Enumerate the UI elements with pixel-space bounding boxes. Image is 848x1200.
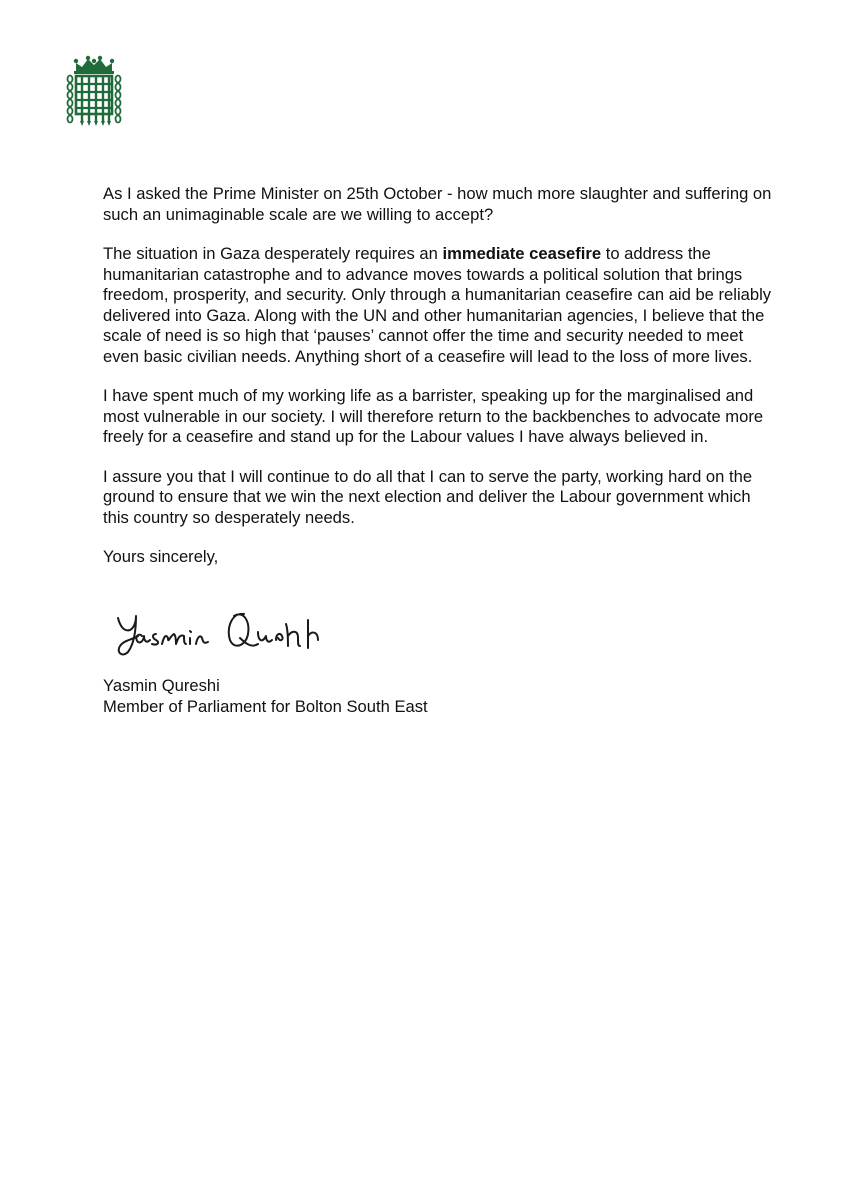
paragraph-2-emphasis: immediate ceasefire bbox=[442, 244, 602, 263]
paragraph-2-start: The situation in Gaza desperately requires an bbox=[103, 244, 443, 263]
signer-name: Yasmin Qureshi bbox=[103, 676, 220, 695]
signer-title: Member of Parliament for Bolton South East bbox=[103, 696, 428, 716]
handwritten-signature bbox=[112, 600, 342, 668]
portcullis-crest-icon bbox=[62, 55, 126, 131]
paragraph-1: As I asked the Prime Minister on 25th October - how much more slaughter and suffering on such an unimaginable scale are we willing to accept? bbox=[103, 184, 772, 224]
signer-block bbox=[103, 676, 428, 717]
closing-salutation: Yours sincerely, bbox=[103, 547, 219, 566]
paragraph-2-end: to address the humanitarian catastrophe and to advance moves towards a political solution that brings freedom, prosperity, and security. Only through a humanitarian ceasefire can aid be reliably delivered into Gaza. Along with the UN and other humanitarian agencies, I believe that the scale of need is so high that ‘pauses’ cannot offer the time and security needed to meet even basic civilian needs. Anything short of a ceasefire will lead to the loss of more lives. bbox=[103, 244, 772, 366]
paragraph-4: I assure you that I will continue to do all that I can to serve the party, working hard on the ground to ensure that we win the next election and deliver the Labour government which this country so desperately needs. bbox=[103, 466, 753, 527]
letter-body bbox=[103, 184, 773, 568]
paragraph-3: I have spent much of my working life as a barrister, speaking up for the marginalised and most vulnerable in our society. I will therefore return to the backbenches to advocate more freely for a ceasefire and stand up for the Labour values I have always believed in. bbox=[103, 386, 764, 446]
paragraph-2 bbox=[103, 244, 773, 367]
